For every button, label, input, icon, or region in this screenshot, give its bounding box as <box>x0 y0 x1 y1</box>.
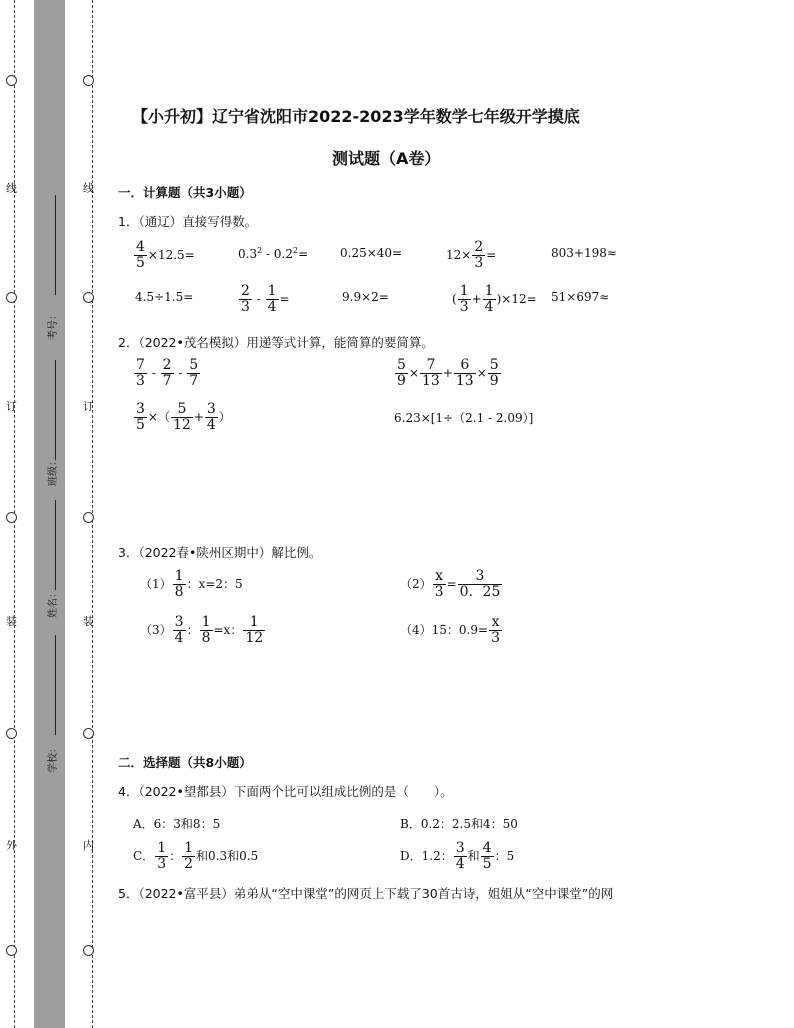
class-label: 班级： <box>48 456 59 486</box>
binding-hole <box>83 75 94 86</box>
q4-option-d[interactable]: D．1.2： $\frac{3}{4}$ 和 $\frac{4}{5}$ ：5 <box>400 840 515 872</box>
q3-part-3: （3） $\frac{3}{4}$ ： $\frac{1}{8}$ =x： $\frac{1}{12}$ <box>140 614 264 646</box>
name-line <box>55 500 56 590</box>
binding-hole <box>6 945 17 956</box>
q3-part-1: （1） $\frac{1}{8}$ ：x=2：5 <box>140 568 243 600</box>
binding-hole <box>83 292 94 303</box>
q1-item-e: 803+198≈ <box>551 246 617 260</box>
section-heading-calculation: 一．计算题（共3小题） <box>118 185 252 200</box>
school-line <box>55 635 56 735</box>
page-title-line1: 【小升初】辽宁省沈阳市2022-2023学年数学七年级开学摸底 <box>132 107 580 126</box>
question-4-stem: 4．（2022•望都县）下面两个比可以组成比例的是（ ）。 <box>118 784 453 799</box>
binding-strip <box>34 0 65 1028</box>
page-title-line2: 测试题（A卷） <box>332 149 441 168</box>
exam-number-label: 考号： <box>48 310 59 340</box>
question-3-stem: 3．（2022春•陕州区期中）解比例。 <box>118 545 322 560</box>
exam-number-line <box>55 195 56 295</box>
q3-part-2: （2） $\frac{x}{3}$ = $\frac{3}{0.25}$ <box>400 568 501 600</box>
q4-option-b[interactable]: B．0.2：2.5和4：50 <box>400 817 518 831</box>
binding-hole <box>83 728 94 739</box>
q1-item-j: 51×697≈ <box>551 290 610 304</box>
q1-item-i: ( $\frac{1}{3}$ + $\frac{1}{4}$ )×12= <box>452 283 537 315</box>
margin-char-outer: 线 <box>6 182 17 195</box>
q2-item-c: $\frac{3}{5}$ ×（ $\frac{5}{12}$ + $\frac{3}{4}$ ） <box>136 401 231 433</box>
q1-item-c: 0.25×40= <box>340 246 403 260</box>
q2-item-a: $\frac{7}{3}$ - $\frac{2}{7}$ - $\frac{5}{7}$ <box>136 357 199 389</box>
binding-hole <box>6 728 17 739</box>
question-2-stem: 2．（2022•茂名模拟）用递等式计算，能简算的要简算。 <box>118 335 434 350</box>
binding-hole <box>83 512 94 523</box>
margin-char-outer: 外 <box>6 839 17 852</box>
margin-char-inner: 装 <box>83 615 94 628</box>
q1-item-f: 4.5÷1.5= <box>135 290 194 304</box>
section-heading-multiple-choice: 二．选择题（共8小题） <box>118 755 252 770</box>
binding-hole <box>83 945 94 956</box>
name-label: 姓名： <box>48 588 59 618</box>
binding-hole <box>6 75 17 86</box>
q1-item-g: $\frac{2}{3}$ - $\frac{1}{4}$ = <box>241 283 290 315</box>
q2-item-b: $\frac{5}{9}$ × $\frac{7}{13}$ + $\frac{6}{13}$ × $\frac{5}{9}$ <box>397 357 499 389</box>
margin-char-outer: 订 <box>6 400 17 413</box>
school-label: 学校： <box>48 743 59 773</box>
question-1-stem: 1．（通辽）直接写得数。 <box>118 214 258 229</box>
margin-char-outer: 装 <box>6 615 17 628</box>
question-5-stem: 5．（2022•富平县）弟弟从“空中课堂”的网页上下载了30首古诗，姐姐从“空中课堂”的网 <box>118 886 614 901</box>
class-line <box>55 360 56 460</box>
q1-item-h: 9.9×2= <box>342 290 389 304</box>
q1-item-b: $0.3^2 - 0.2^2=$ <box>238 246 309 261</box>
binding-hole <box>6 292 17 303</box>
q4-option-c[interactable]: C． $\frac{1}{3}$ ： $\frac{1}{2}$ 和0.3和0.5 <box>133 840 259 872</box>
margin-char-inner: 订 <box>83 400 94 413</box>
margin-char-inner: 内 <box>83 839 94 852</box>
q3-part-4: （4）15：0.9= $\frac{x}{3}$ <box>400 614 500 646</box>
q4-option-a[interactable]: A．6：3和8：5 <box>133 817 221 831</box>
q1-item-a: $\frac{4}{5}$ ×12.5= <box>136 239 195 271</box>
margin-char-inner: 线 <box>83 182 94 195</box>
binding-hole <box>6 512 17 523</box>
q2-item-d: 6.23×[1÷（2.1 - 2.09）] <box>394 411 534 425</box>
q1-item-d: 12× $\frac{2}{3}$ = <box>446 239 497 271</box>
